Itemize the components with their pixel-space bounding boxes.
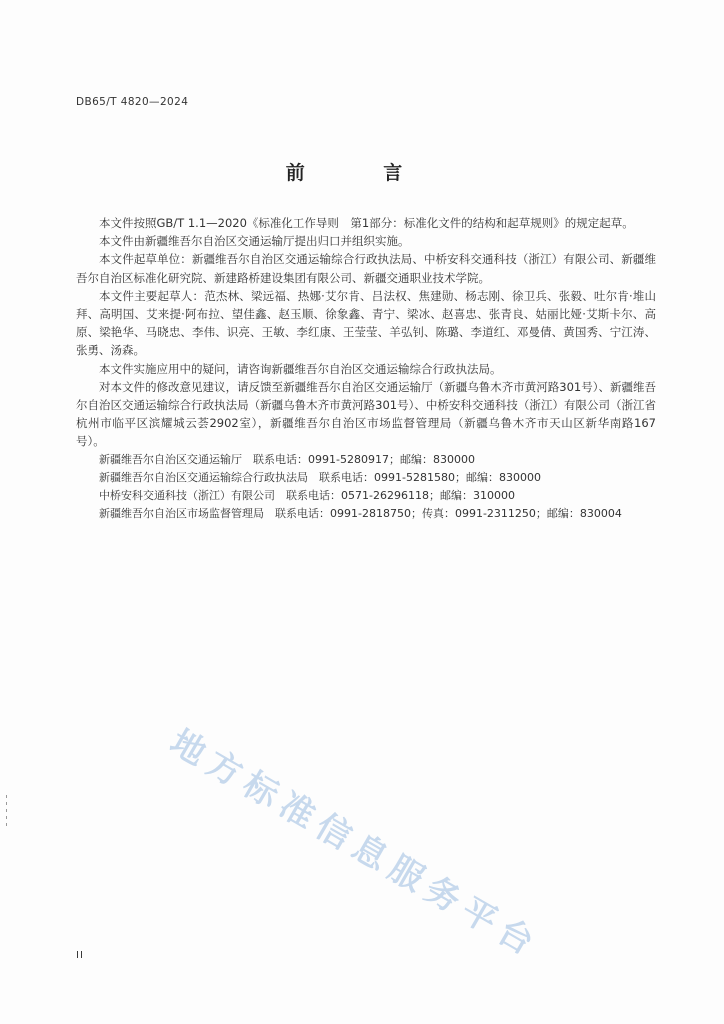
paragraph-proposer: 本文件由新疆维吾尔自治区交通运输厅提出归口并组织实施。	[99, 234, 410, 249]
paragraph-feedback: 对本文件的修改意见建议，请反馈至新疆维吾尔自治区交通运输厅（新疆乌鲁木齐市黄河路301号）、新疆维吾尔自治区交通运输综合行政执法局（新疆乌鲁木齐市黄河路301号）、中桥安科交通科技（浙江）有限公司（浙江省杭州市临平区滨耀城云荟2902室），新疆维吾尔自治区市场监督管理局（新疆乌鲁木齐市天山区新华南路167号）。	[76, 379, 656, 449]
contact-line: 新疆维吾尔自治区交通运输厅 联系电话：0991-5280917；邮编：830000	[99, 452, 475, 466]
paragraph-drafting-rules: 本文件按照GB/T 1.1—2020《标准化工作导则 第1部分：标准化文件的结构和起草规则》的规定起草。	[99, 216, 634, 230]
paragraph-drafting-units: 本文件起草单位：新疆维吾尔自治区交通运输综合行政执法局、中桥安科交通科技（浙江）有限公司、新疆维吾尔自治区标准化研究院、新建路桥建设集团有限公司、新疆交通职业技术学院。	[76, 252, 656, 285]
paragraph-inquiries: 本文件实施应用中的疑问，请咨询新疆维吾尔自治区交通运输综合行政执法局。	[99, 361, 502, 376]
foreword-body	[76, 214, 656, 523]
standard-code: DB65/T 4820—2024	[76, 96, 189, 108]
contact-line: 新疆维吾尔自治区交通运输综合行政执法局 联系电话：0991-5281580；邮编：830000	[99, 470, 541, 484]
watermark: 地方标准信息服务平台	[163, 722, 547, 967]
contact-line: 新疆维吾尔自治区市场监督管理局 联系电话：0991-2818750；传真：0991-2311250；邮编：830004	[99, 507, 622, 521]
margin-marks	[6, 795, 8, 835]
page-title: 前 言	[285, 162, 439, 184]
paragraph-drafters: 本文件主要起草人：范杰林、梁远福、热娜·艾尔肯、吕法权、焦建勋、杨志刚、徐卫兵、张毅、吐尔肯·堆山拜、高明国、艾来提·阿布拉、望佳鑫、赵玉顺、徐象鑫、青宁、梁冰、赵喜忠、张青良、姑丽比娅·艾斯卡尔、高原、梁艳华、马晓忠、李伟、识亮、王敏、李红康、王莹莹、羊弘钊、陈璐、李道红、邓曼倩、黄国秀、宁江涛、张勇、汤森。	[76, 288, 656, 358]
contact-line: 中桥安科交通科技（浙江）有限公司 联系电话：0571-26296118；邮编：310000	[99, 489, 515, 503]
page-number: II	[76, 950, 84, 961]
